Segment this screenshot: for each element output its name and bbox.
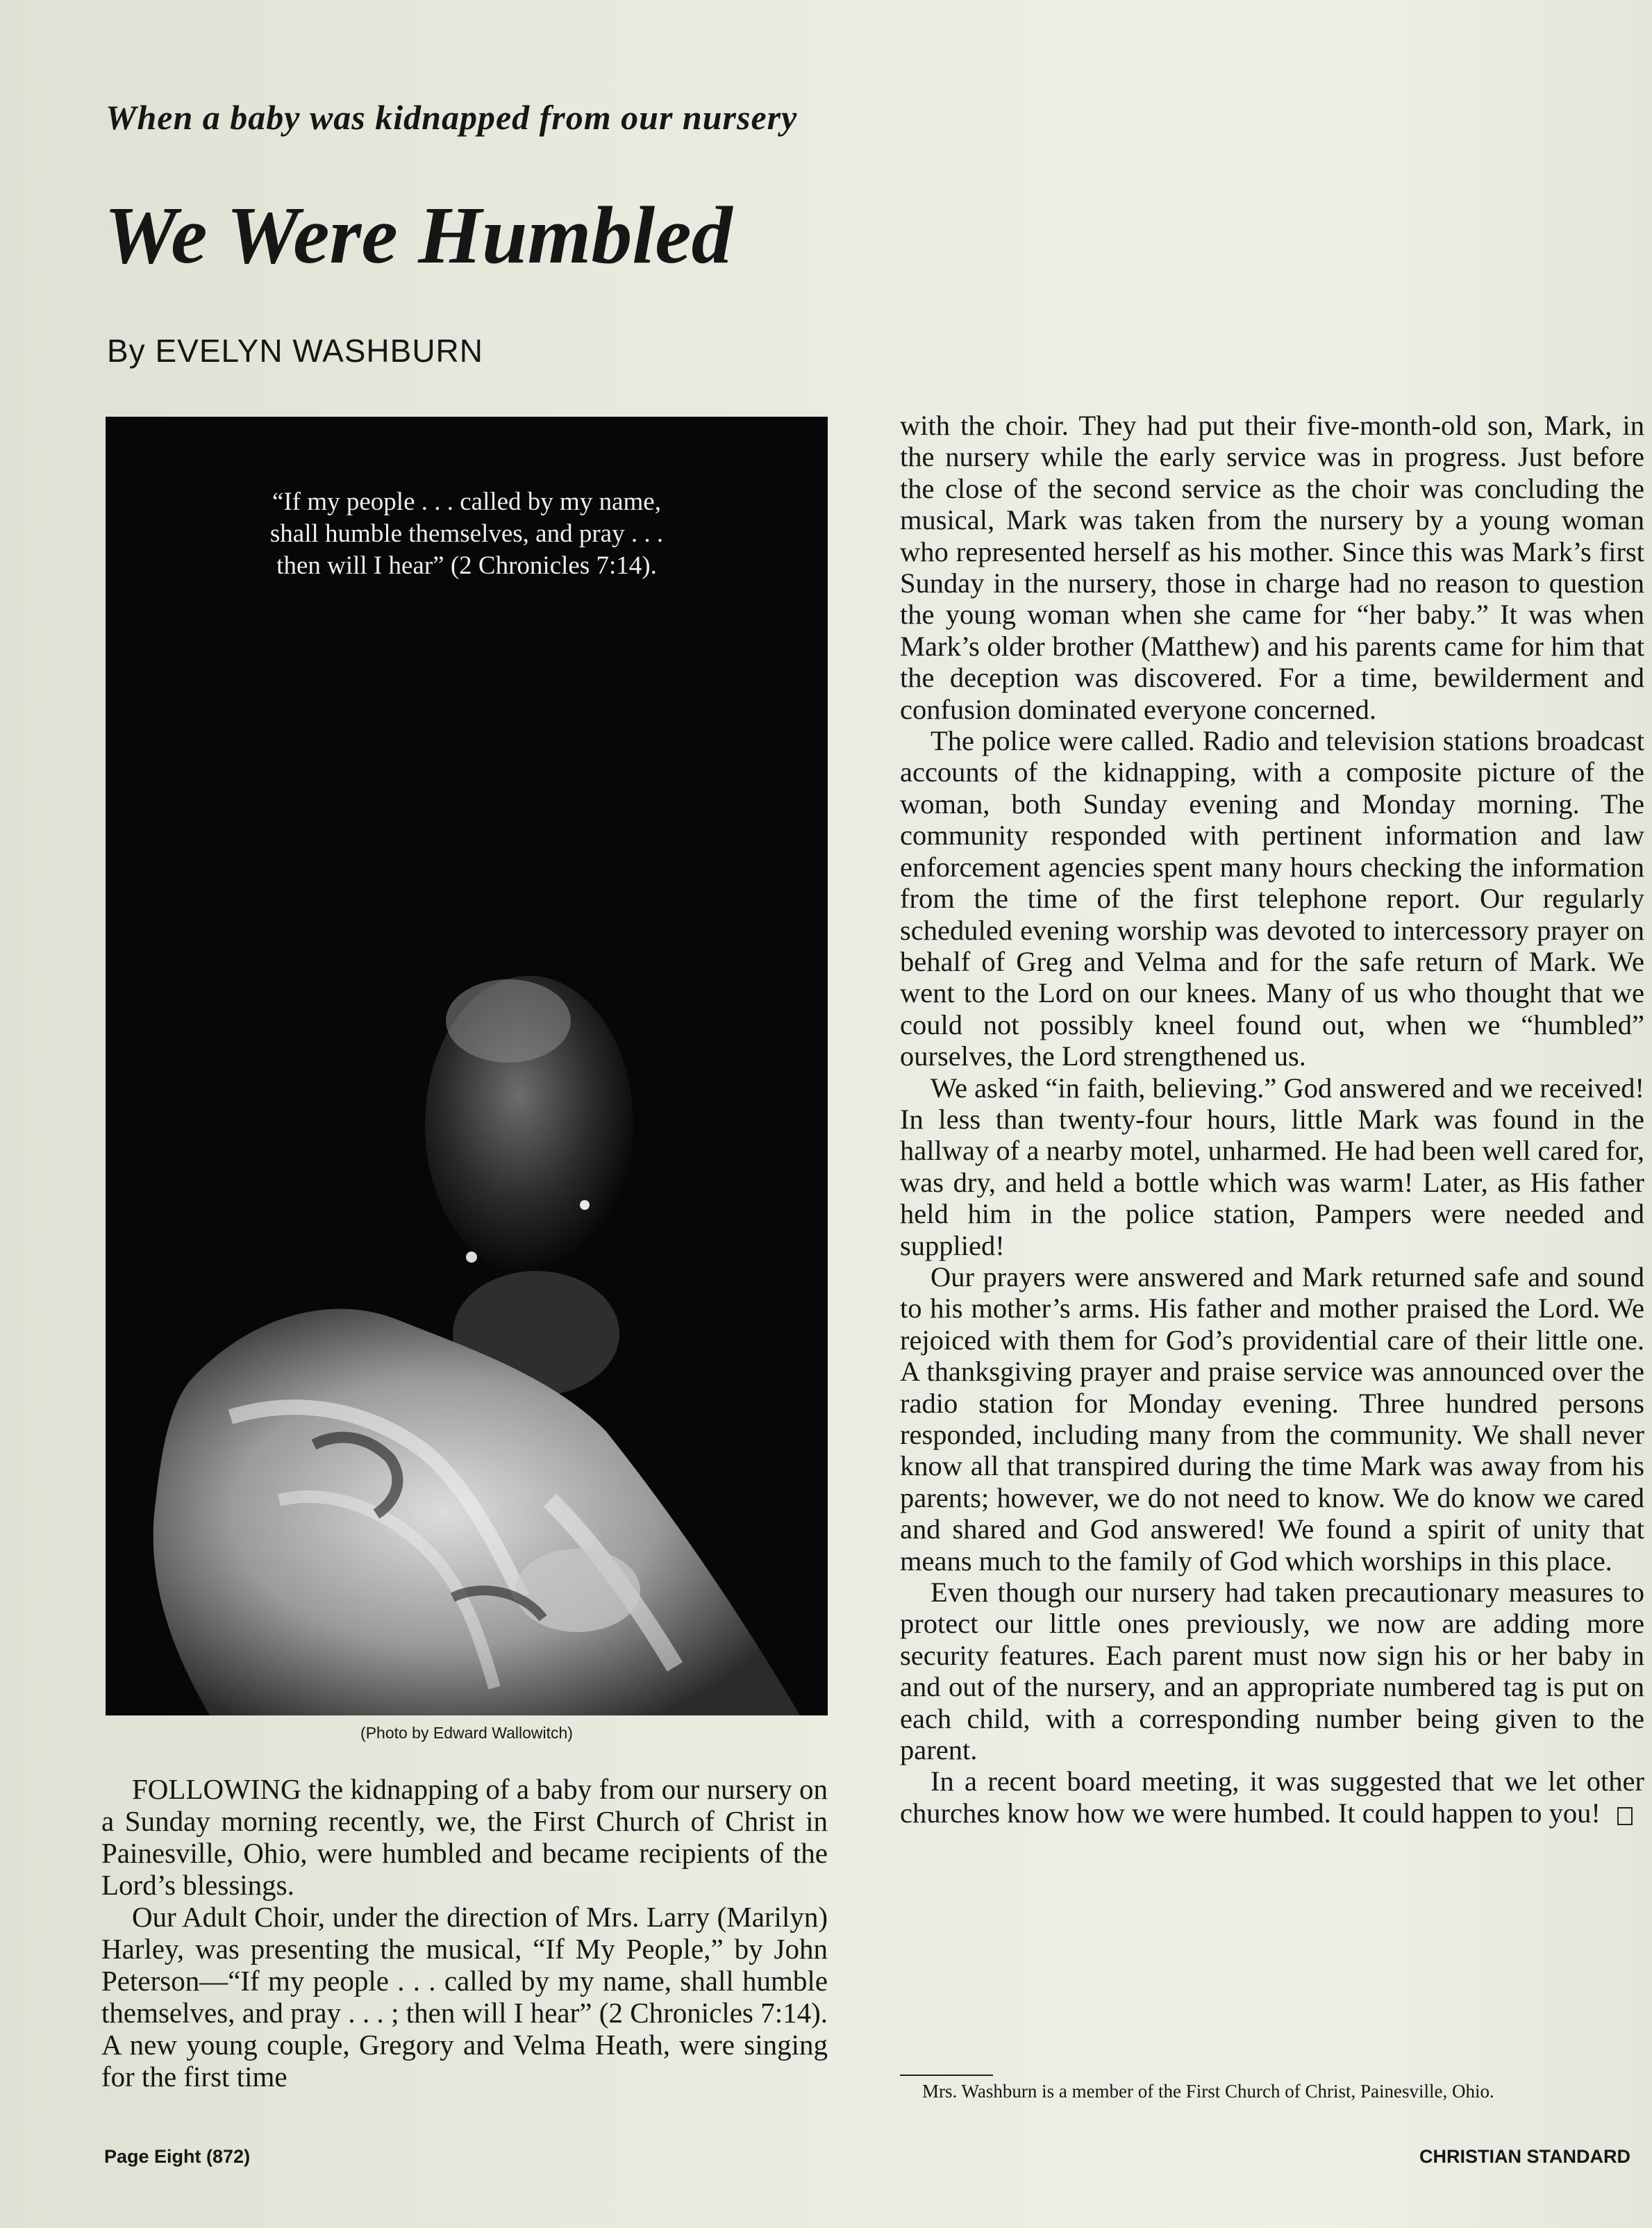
end-mark-icon (1617, 1807, 1633, 1825)
footnote-rule (900, 2075, 993, 2076)
body-paragraph-last (900, 1765, 1644, 1829)
article-kicker: When a baby was kidnapped from our nursery (106, 98, 798, 137)
body-paragraph: The police were called. Radio and television stations broadcast accounts of the kidnapping, with a composite picture of the woman, both Sunday evening and Monday morning. The community responded with pertinent information and law enforcement agencies spent many hours checking the information from the time of the first telephone report. Our regularly scheduled evening worship was devoted to intercessory prayer on behalf of Greg and Velma and for the safe return of Mark. We went to the Lord on our knees. Many of us who thought that we could not possibly kneel found out, when we “humbled” ourselves, the Lord strengthened us. (900, 725, 1644, 1072)
body-paragraph: Our Adult Choir, under the direction of Mrs. Larry (Marilyn) Harley, was presenting the musical, “If My People,” by John Peterson—“If my people . . . called by my name, shall humble themselves, and pray . . . ; then will I hear” (2 Chronicles 7:14). A new young couple, Gregory and Velma Heath, were singing for the first time (101, 1901, 828, 2093)
body-column-left (101, 1773, 828, 2093)
photo-quote (106, 486, 828, 582)
photo-image (106, 417, 828, 1715)
article-photo (106, 417, 828, 1715)
body-column-right (900, 410, 1644, 1829)
photo-caption: (Photo by Edward Wallowitch) (360, 1724, 573, 1742)
photo-quote-line: then will I hear” (2 Chronicles 7:14). (276, 551, 657, 580)
last-paragraph-text: In a recent board meeting, it was suggested that we let other churches know how we were humbed. It could happen to you! (900, 1765, 1644, 1829)
photo-quote-line: “If my people . . . called by my name, (272, 488, 661, 516)
body-paragraph: We asked “in faith, believing.” God answered and we received! In less than twenty-four hours, little Mark was found in the hallway of a nearby motel, unharmed. He had been well cared for, was dry, and held a bottle which was warm! Later, as His father held him in the police station, Pampers were needed and supplied! (900, 1072, 1644, 1261)
body-paragraph: Even though our nursery had taken precautionary measures to protect our little ones previously, we now are adding more security features. Each parent must now sign his or her baby in and out of the nursery, and an appropriate numbered tag is put on each child, with a corresponding number being given to the parent. (900, 1577, 1644, 1766)
body-paragraph: FOLLOWING the kidnapping of a baby from our nursery on a Sunday morning recently, we, the First Church of Christ in Painesville, Ohio, were humbled and became recipients of the Lord’s blessings. (101, 1773, 828, 1901)
body-paragraph: Our prayers were answered and Mark returned safe and sound to his mother’s arms. His father and mother praised the Lord. We rejoiced with them for God’s providential care of their little one. A thanksgiving prayer and praise service was announced over the radio station for Monday evening. Three hundred persons responded, including many from the community. We shall never know all that transpired during the time Mark was away from his parents; however, we do not need to know. We do know we cared and shared and God answered! We found a spirit of unity that means much to the family of God which worships in this place. (900, 1261, 1644, 1577)
author-footnote: Mrs. Washburn is a member of the First Church of Christ, Painesville, Ohio. (922, 2081, 1494, 2102)
page-number: Page Eight (872) (104, 2146, 251, 2167)
publication-name: CHRISTIAN STANDARD (1419, 2146, 1630, 2167)
photo-quote-line: shall humble themselves, and pray . . . (269, 519, 664, 548)
article-title: We Were Humbled (104, 190, 733, 281)
body-paragraph: with the choir. They had put their five-month-old son, Mark, in the nursery while the early service was in progress. Just before the close of the second service as the choir was concluding the musical, Mark was taken from the nursery by a young woman who represented herself as his mother. Since this was Mark’s first Sunday in the nursery, those in charge had no reason to question the young woman when she came for “her baby.” It was when Mark’s older brother (Matthew) and his parents came for him that the deception was discovered. For a time, bewilderment and confusion dominated everyone concerned. (900, 410, 1644, 725)
byline: By EVELYN WASHBURN (107, 333, 483, 369)
